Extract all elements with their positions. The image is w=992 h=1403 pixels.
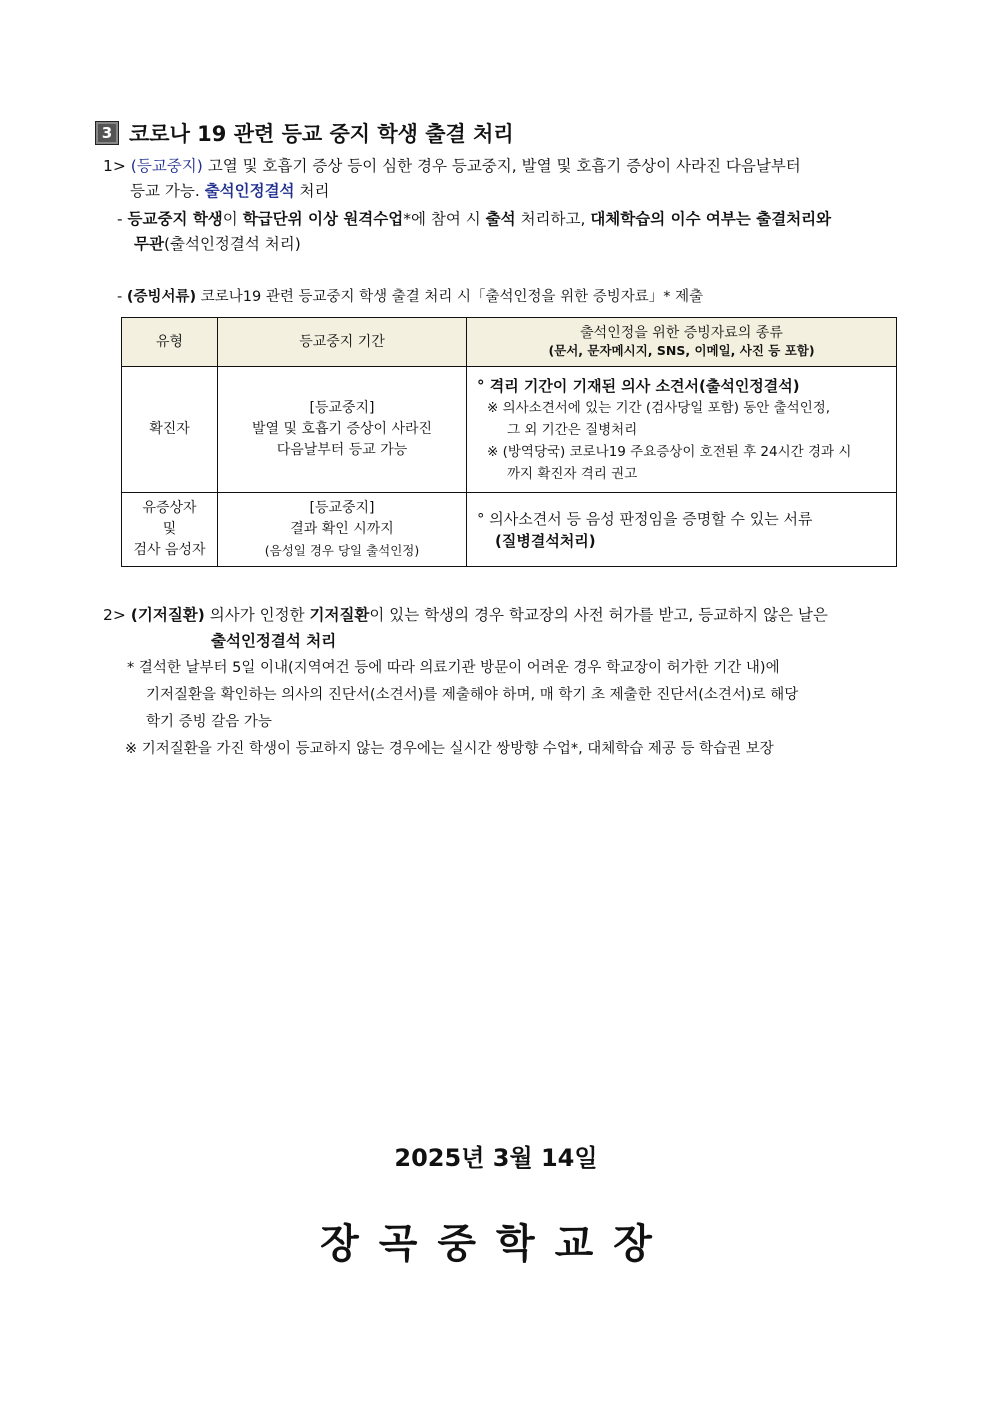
period-line: 발열 및 호흡기 증상이 사라진: [251, 421, 433, 437]
type-line: 검사 음성자: [133, 542, 206, 558]
text-span: 처리: [299, 182, 330, 200]
section2-star-line2: 기저질환을 확인하는 의사의 진단서(소견서)를 제출해야 하며, 매 학기 초 제출한 진단서(소견서)로 해당: [146, 687, 799, 703]
type-line: 유증상자: [142, 500, 197, 516]
docs-note: ※ 의사소견서에 있는 기간 (검사당일 포함) 동안 출석인정,: [487, 399, 831, 416]
text-span: 코로나19 관련 등교중지 학생 출결 처리 시「출석인정을 위한 증빙자료」* 제출: [200, 289, 704, 305]
emphasis-span: 학급단위 이상 원격수업: [242, 210, 404, 228]
docs-main-note: (질병결석처리): [495, 531, 596, 550]
row2-type: [122, 493, 218, 567]
section1-bullet1-line1: [117, 208, 831, 230]
dash-marker: -: [117, 210, 123, 228]
period-line: (음성일 경우 당일 출석인정): [264, 543, 420, 558]
table-header-row: [122, 318, 897, 367]
emphasis-span: (증빙서류): [126, 289, 197, 305]
docs-note: 까지 확진자 격리 권고: [507, 465, 638, 482]
docs-main: ° 의사소견서 등 음성 판정임을 증명할 수 있는 서류: [477, 509, 813, 528]
row1-period: [218, 367, 467, 493]
item-marker: 1>: [103, 157, 126, 175]
row1-docs: [467, 367, 897, 493]
dash-marker: -: [117, 289, 123, 305]
period-line: [등교중지]: [309, 500, 375, 516]
type-line: 및: [162, 521, 177, 537]
section2-star-line1: [127, 657, 780, 679]
header-docs-line2: (문서, 문자메시지, SNS, 이메일, 사진 등 포함): [548, 343, 815, 358]
table-row: [122, 493, 897, 567]
header-docs-line1: 출석인정을 위한 증빙자료의 종류: [580, 325, 783, 341]
emphasis-span: 출석: [485, 210, 516, 228]
star-marker: *: [127, 660, 135, 676]
section2-reference: ※ 기저질환을 가진 학생이 등교하지 않는 경우에는 실시간 쌍방향 수업*, 대체학습 제공 등 학습권 보장: [125, 741, 774, 757]
text-span: 처리하고,: [520, 210, 586, 228]
docs-note: 그 외 기간은 질병처리: [507, 421, 638, 438]
item-tag: (기저질환): [130, 606, 205, 624]
section-number-badge: 3: [95, 121, 119, 145]
emphasis-span: 출석인정결석: [204, 182, 295, 200]
emphasis-span: 등교중지 학생: [127, 210, 223, 228]
docs-note: ※ (방역당국) 코로나19 주요증상이 호전된 후 24시간 경과 시: [487, 443, 852, 460]
section1-bullet2: [117, 286, 703, 308]
section1-line1: [103, 155, 801, 177]
section2-line1: [103, 604, 828, 626]
header-docs: [467, 318, 897, 367]
row1-type: 확진자: [122, 367, 218, 493]
emphasis-span: 무관: [134, 235, 164, 253]
document-date: 2025년 3월 14일: [394, 1144, 598, 1172]
section1-line2: [130, 180, 329, 202]
header-period: 등교중지 기간: [218, 318, 467, 367]
table-row: [122, 367, 897, 493]
text-span: 등교 가능.: [130, 182, 200, 200]
evidence-table: [121, 317, 897, 567]
row2-docs: [467, 493, 897, 567]
period-line: 결과 확인 시까지: [290, 521, 394, 537]
text-span: (출석인정결석 처리): [163, 235, 301, 253]
section2-line2: 출석인정결석 처리: [211, 632, 337, 650]
text-span: 결석한 날부터 5일 이내(지역여건 등에 따라 의료기관 방문이 어려운 경우 학교장이 허가한 기간 내)에: [138, 660, 780, 676]
emphasis-span: 대체학습의 이수 여부는 출결처리와: [590, 210, 832, 228]
section2-star-line3: 학기 증빙 갈음 가능: [146, 714, 272, 730]
item-text: 고열 및 호흡기 증상 등이 심한 경우 등교중지, 발열 및 호흡기 증상이 사라진 다음날부터: [207, 157, 801, 175]
text-span: 의사가 인정한: [209, 606, 305, 624]
header-type: 유형: [122, 318, 218, 367]
item-tag: (등교중지): [130, 157, 203, 175]
text-span: 이 있는 학생의 경우 학교장의 사전 허가를 받고, 등교하지 않은 날은: [369, 606, 828, 624]
text-span: 이: [222, 210, 238, 228]
section-title: 코로나 19 관련 등교 중지 학생 출결 처리: [129, 122, 514, 146]
docs-main: ° 격리 기간이 기재된 의사 소견서(출석인정결석): [477, 376, 800, 395]
item-marker: 2>: [103, 606, 126, 624]
section1-bullet1-line2: [134, 233, 301, 255]
section-heading: [95, 118, 514, 148]
period-line: 다음날부터 등교 가능: [276, 442, 408, 458]
emphasis-span: 기저질환: [309, 606, 370, 624]
period-line: [등교중지]: [309, 400, 375, 416]
signature: 장곡중학교장: [320, 1221, 672, 1267]
row2-period: [218, 493, 467, 567]
text-span: *에 참여 시: [403, 210, 481, 228]
